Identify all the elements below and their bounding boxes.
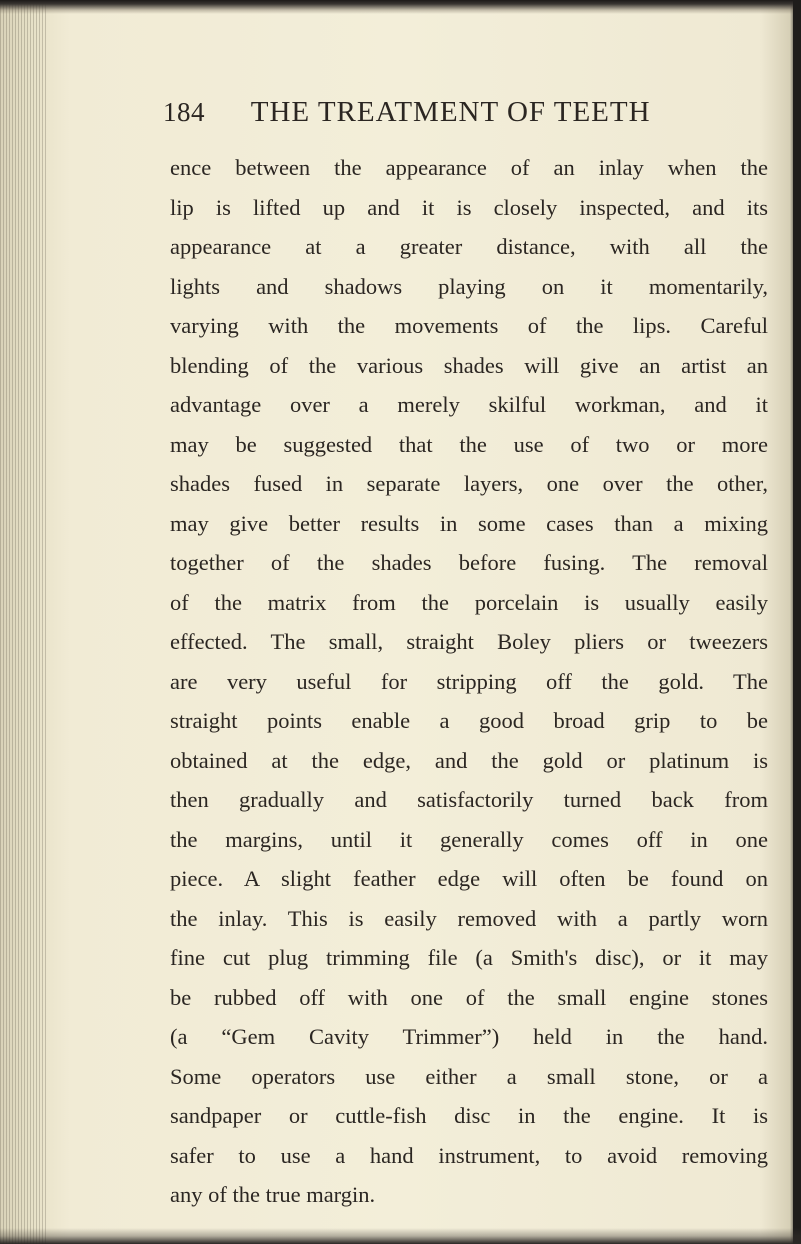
bottom-edge-shadow bbox=[0, 1228, 801, 1244]
text-line: then gradually and satisfactorily turned back from bbox=[170, 787, 768, 812]
text-line: (a “Gem Cavity Trimmer”) held in the hand. bbox=[170, 1024, 768, 1049]
text-line: effected. The small, straight Boley pliers or tweezers bbox=[170, 629, 768, 654]
text-line: obtained at the edge, and the gold or platinum is bbox=[170, 747, 768, 773]
text-line: ence between the appearance of an inlay when the bbox=[170, 155, 768, 180]
text-line: sandpaper or cuttle-fish disc in the engine. It is bbox=[170, 1103, 768, 1128]
body-text bbox=[170, 148, 768, 1215]
text-line: varying with the movements of the lips. Careful bbox=[170, 313, 768, 338]
page-title: THE TREATMENT OF TEETH bbox=[250, 96, 651, 128]
text-line: straight points enable a good broad grip to be bbox=[170, 708, 768, 733]
text-line: blending of the various shades will give an artist an bbox=[170, 352, 768, 378]
text-line: lights and shadows playing on it momentarily, bbox=[170, 273, 768, 299]
text-line: shades fused in separate layers, one over the other, bbox=[170, 471, 768, 496]
text-line: appearance at a greater distance, with all the bbox=[170, 234, 768, 259]
text-line: the margins, until it generally comes off in one bbox=[170, 826, 768, 852]
text-line: lip is lifted up and it is closely inspected, and its bbox=[170, 194, 768, 220]
text-line: safer to use a hand instrument, to avoid removing bbox=[170, 1142, 768, 1168]
text-line: the inlay. This is easily removed with a partly worn bbox=[170, 905, 768, 931]
running-head bbox=[163, 96, 723, 136]
text-line: may be suggested that the use of two or more bbox=[170, 431, 768, 457]
text-line: any of the true margin. bbox=[170, 1182, 376, 1207]
text-line: fine cut plug trimming file (a Smith's disc), or it may bbox=[170, 945, 768, 970]
text-line: Some operators use either a small stone, or a bbox=[170, 1063, 768, 1089]
text-line: are very useful for stripping off the gold. The bbox=[170, 668, 768, 694]
text-line: advantage over a merely skilful workman, and it bbox=[170, 392, 768, 417]
text-line: piece. A slight feather edge will often be found on bbox=[170, 866, 768, 891]
page-number: 184 bbox=[163, 97, 205, 127]
text-line: together of the shades before fusing. The removal bbox=[170, 550, 768, 575]
page-stack-edges bbox=[0, 0, 48, 1244]
text-line: of the matrix from the porcelain is usually easily bbox=[170, 589, 768, 615]
right-edge-shadow bbox=[793, 0, 801, 1244]
top-edge-shadow bbox=[0, 0, 801, 14]
text-line: be rubbed off with one of the small engine stones bbox=[170, 984, 768, 1010]
text-line: may give better results in some cases than a mixing bbox=[170, 510, 768, 536]
